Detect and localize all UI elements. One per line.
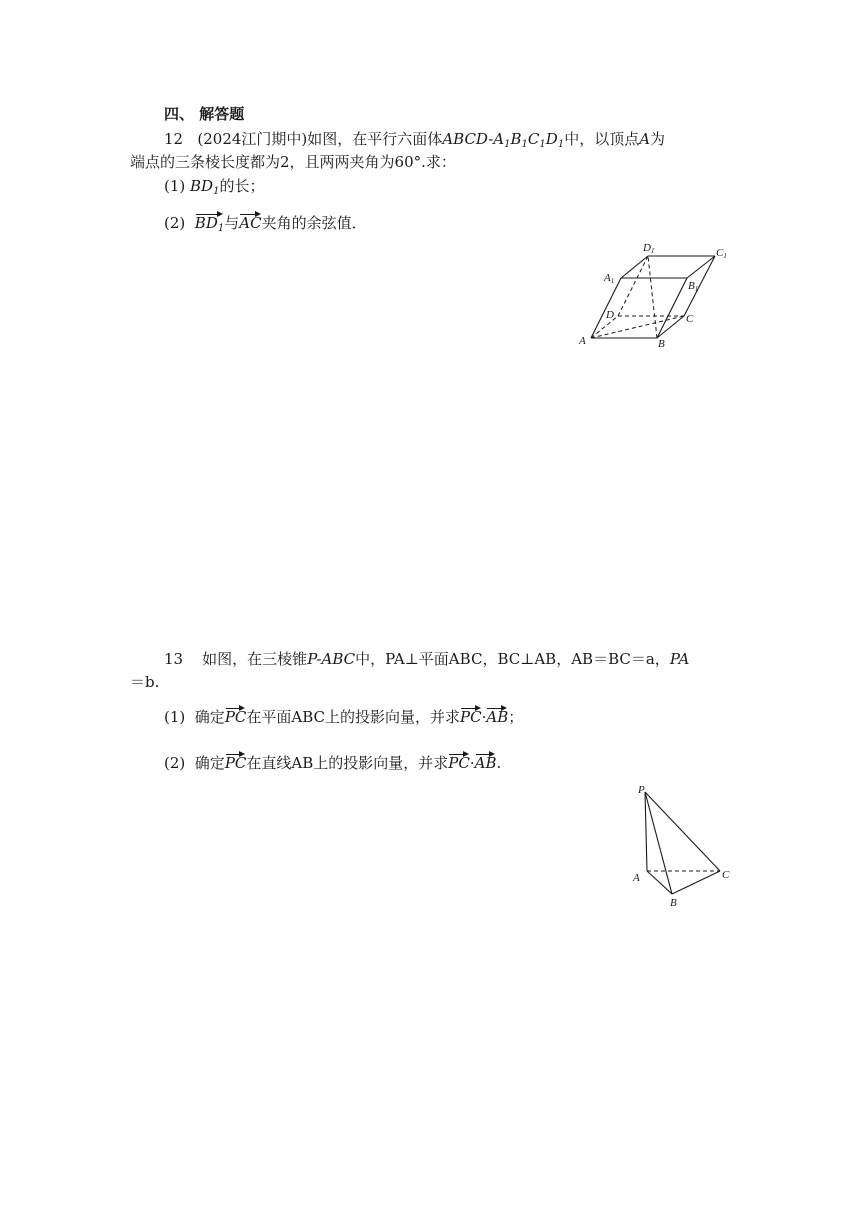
q13-sub2-pre: 确定 bbox=[194, 754, 225, 772]
q12-sub2-num: (2) bbox=[164, 214, 186, 232]
q13-stem-part1: 如图，在三棱锥 bbox=[202, 650, 308, 668]
label-c: C bbox=[722, 869, 730, 881]
q12-source: (2024江门期中) bbox=[197, 130, 308, 148]
label-d1: D1 bbox=[643, 242, 655, 255]
label-d: D bbox=[606, 309, 614, 321]
q13-sub2-num: (2) bbox=[164, 754, 186, 772]
q13-sub1-vector-pc: PC bbox=[224, 708, 247, 726]
q13-stem-line1: 13 如图，在三棱锥P-ABC中，PA⊥平面ABC，BC⊥AB，AB＝BC＝a，PA bbox=[164, 650, 690, 668]
q12-sub1-seg: $BD_1$ bbox=[190, 177, 220, 197]
q13-sub1-mid: 在平面ABC上的投影向量，并求 bbox=[246, 708, 461, 726]
q12-stem-part2: 中，以顶点 bbox=[564, 130, 640, 148]
q13-sub1-dot: · bbox=[481, 708, 487, 726]
edge-d-d1 bbox=[618, 256, 648, 316]
q12-vector-ac: AC bbox=[239, 214, 262, 232]
edge-a-b bbox=[647, 871, 672, 894]
label-a: A bbox=[579, 335, 586, 347]
diagonal-b-d1 bbox=[648, 256, 657, 338]
q13-sub1-num: (1) bbox=[164, 708, 186, 726]
q13-pyramid: P-ABC bbox=[307, 650, 356, 668]
q12-sub1-text: 的长； bbox=[219, 177, 265, 195]
q13-sub2 bbox=[164, 753, 501, 773]
edge-b-b1 bbox=[657, 278, 687, 338]
q13-sub1-pre: 确定 bbox=[194, 708, 225, 726]
q13-sub2-vector-pc-b: PC bbox=[448, 754, 470, 772]
q13-pyramid-figure bbox=[628, 780, 738, 910]
q12-number: 12 bbox=[164, 130, 184, 148]
q13-sub1-vector-pc-b: PC bbox=[460, 708, 482, 726]
q12-solid-name: ABCD-$A_1B_1C_1D_1$ bbox=[442, 130, 565, 150]
label-b1: B1 bbox=[688, 280, 699, 293]
q12-sub2-mid: 与 bbox=[224, 214, 240, 232]
q12-stem-part3: 为 bbox=[650, 130, 666, 148]
edge-b-c bbox=[657, 316, 684, 338]
q12-stem-line2: 端点的三条棱长度都为2，且两两夹角为60°.求： bbox=[130, 153, 456, 171]
edge-b1-c1 bbox=[687, 256, 715, 278]
label-a: A bbox=[633, 872, 640, 884]
section-heading: 四、 解答题 bbox=[164, 105, 245, 123]
q12-sub2 bbox=[164, 213, 367, 233]
label-b: B bbox=[670, 897, 677, 909]
q12-sub1-num: (1) bbox=[164, 177, 186, 195]
label-c1: C1 bbox=[716, 247, 727, 260]
q13-cond3: AB＝BC＝a bbox=[571, 650, 655, 668]
q13-sub2-mid: 在直线AB上的投影向量，并求 bbox=[246, 754, 449, 772]
edge-d1-a1 bbox=[621, 256, 648, 278]
q13-sub1 bbox=[164, 707, 523, 727]
label-b: B bbox=[658, 338, 665, 350]
q12-parallelepiped-figure bbox=[570, 236, 740, 352]
edge-b-c bbox=[672, 871, 720, 894]
q12-stem-part1: 如图，在平行六面体 bbox=[307, 130, 443, 148]
q13-cond2: BC⊥AB bbox=[497, 650, 557, 668]
q13-cond4-line2: ＝b. bbox=[130, 673, 160, 691]
q13-stem-part2: 中， bbox=[355, 650, 386, 668]
q12-sub1 bbox=[164, 176, 264, 196]
edge-p-c bbox=[645, 792, 720, 871]
q12-sub2-text: 夹角的余弦值． bbox=[261, 214, 367, 232]
label-p: P bbox=[638, 784, 645, 796]
edge-a-a1 bbox=[591, 278, 621, 338]
q13-sub2-end: . bbox=[496, 754, 502, 772]
q13-number: 13 bbox=[164, 650, 184, 668]
q13-cond4-line1: PA bbox=[669, 650, 690, 668]
q12-vertex: A bbox=[639, 130, 651, 148]
label-a1: A1 bbox=[604, 272, 615, 285]
label-c: C bbox=[686, 313, 694, 325]
q13-sub1-vector-ab: AB bbox=[486, 708, 509, 726]
q12-stem-line1 bbox=[164, 129, 665, 149]
q13-sub2-vector-pc: PC bbox=[224, 754, 247, 772]
q12-vector-bd1: $BD_1$ bbox=[194, 214, 225, 234]
edge-p-b bbox=[645, 792, 672, 894]
q13-sub1-end: ； bbox=[508, 708, 524, 726]
q13-sub2-dot: · bbox=[469, 754, 475, 772]
q13-cond1: PA⊥平面ABC bbox=[385, 650, 483, 668]
q13-sub2-vector-ab: AB bbox=[474, 754, 497, 772]
edge-p-a bbox=[645, 792, 647, 871]
